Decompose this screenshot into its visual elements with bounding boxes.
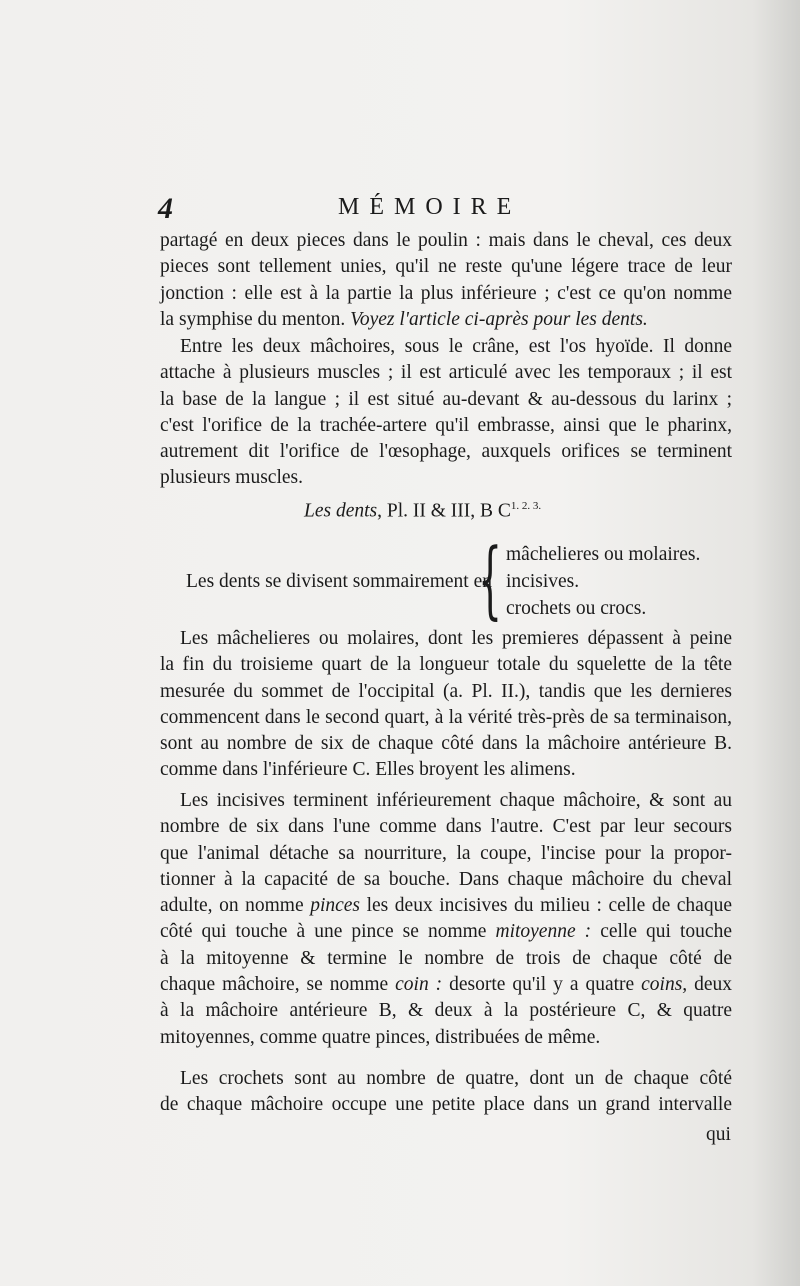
paragraph-5 xyxy=(160,1066,732,1119)
text-line: Entre les deux mâchoires, sous le crâne, est l'os hyoïde. Il donne xyxy=(180,336,732,357)
paragraph-4 xyxy=(160,788,732,1051)
division-item: mâchelieres ou molaires. xyxy=(506,544,701,565)
paragraph-1 xyxy=(160,228,732,333)
division-item: incisives. xyxy=(506,571,580,592)
text-line: commencent dans le second quart, à la vérité très-près de sa terminaison, xyxy=(160,706,732,728)
text-line: tionner à la capacité de sa bouche. Dans chaque mâchoire du cheval xyxy=(160,868,732,890)
text-span: la symphise du menton. xyxy=(160,308,346,330)
text-span: celle qui touche xyxy=(600,921,732,943)
term-mitoyenne: mitoyenne : xyxy=(495,921,592,943)
text-line: la fin du troisieme quart de la longueur totale du squelette de la tête xyxy=(160,654,732,676)
division-intro: Les dents se divisent sommairement en xyxy=(186,571,492,592)
text-span: desorte qu'il y a quatre xyxy=(449,974,635,996)
division-item: crochets ou crocs. xyxy=(506,598,647,619)
text-line: c'est l'orifice de la trachée-artere qu'il embrasse, ainsi que le pharinx, xyxy=(160,414,732,436)
paragraph-2 xyxy=(160,334,732,492)
text-line: attache à plusieurs muscles ; il est articulé avec les temporaux ; il est xyxy=(160,362,732,384)
text-line: Les mâchelieres ou molaires, dont les premieres dépassent à peine xyxy=(180,628,732,649)
cross-reference: Voyez l'article ci-après pour les dents. xyxy=(350,308,648,330)
caption-title: Les dents xyxy=(304,500,378,522)
text-line: mitoyennes, comme quatre pinces, distribuées de même. xyxy=(160,1026,601,1048)
teeth-division xyxy=(186,530,706,628)
text-span: adulte, on nomme xyxy=(160,895,304,917)
text-line: plusieurs muscles. xyxy=(160,467,303,489)
term-coin: coin : xyxy=(395,974,443,996)
page-header xyxy=(158,188,738,228)
text-line: partagé en deux pieces dans le poulin : mais dans le cheval, ces deux xyxy=(160,230,732,251)
text-line xyxy=(160,972,732,998)
text-span: côté qui touche à une pince se nomme xyxy=(160,921,487,943)
text-line: la base de la langue ; il est situé au-devant & au-dessous du larinx ; xyxy=(160,388,732,410)
text-span: chaque mâchoire, se nomme xyxy=(160,974,389,996)
term-pinces: pinces xyxy=(310,895,361,917)
text-span: deux xyxy=(694,974,733,996)
text-line xyxy=(160,919,732,945)
text-line xyxy=(160,893,732,919)
text-line: jonction : elle est à la partie la plus inférieure ; c'est ce qu'on nomme xyxy=(160,282,732,304)
text-span: les deux incisives du milieu : celle de chaque xyxy=(366,895,732,917)
section-caption xyxy=(304,500,541,523)
text-line: mesurée du sommet de l'occipital (a. Pl. II.), tandis que les dernieres xyxy=(160,680,732,702)
text-line: Les crochets sont au nombre de quatre, dont un de chaque côté xyxy=(180,1068,732,1089)
text-line: à la mitoyenne & termine le nombre de trois de chaque côté de xyxy=(160,947,732,969)
curly-brace: { xyxy=(478,530,503,628)
caption-superscript: 1. 2. 3. xyxy=(510,500,542,512)
text-line: sont au nombre de six de chaque côté dans la mâchoire antérieure B. xyxy=(160,733,732,755)
running-title: MÉMOIRE xyxy=(338,194,522,220)
text-line: à la mâchoire antérieure B, & deux à la postérieure C, & quatre xyxy=(160,1000,732,1022)
text-line: nombre de six dans l'une comme dans l'autre. C'est par leur secours xyxy=(160,816,732,838)
text-line: de chaque mâchoire occupe une petite place dans un grand intervalle xyxy=(160,1094,732,1116)
page-number: 4 xyxy=(158,192,173,225)
text-line: Les incisives terminent inférieurement chaque mâchoire, & sont au xyxy=(180,790,732,811)
paragraph-3 xyxy=(160,626,732,784)
text-line: que l'animal détache sa nourriture, la coupe, l'incise pour la propor- xyxy=(160,842,732,864)
term-coins: coins, xyxy=(641,974,688,996)
text-line: pieces sont tellement unies, qu'il ne reste qu'une légere trace de leur xyxy=(160,256,732,278)
text-line: comme dans l'inférieure C. Elles broyent les alimens. xyxy=(160,759,576,781)
catchword: qui xyxy=(706,1124,731,1145)
division-list xyxy=(506,541,700,622)
text-line: autrement dit l'orifice de l'œsophage, auxquels orifices se terminent xyxy=(160,441,732,463)
caption-reference: , Pl. II & III, B C xyxy=(377,500,511,522)
text-line xyxy=(160,307,732,333)
